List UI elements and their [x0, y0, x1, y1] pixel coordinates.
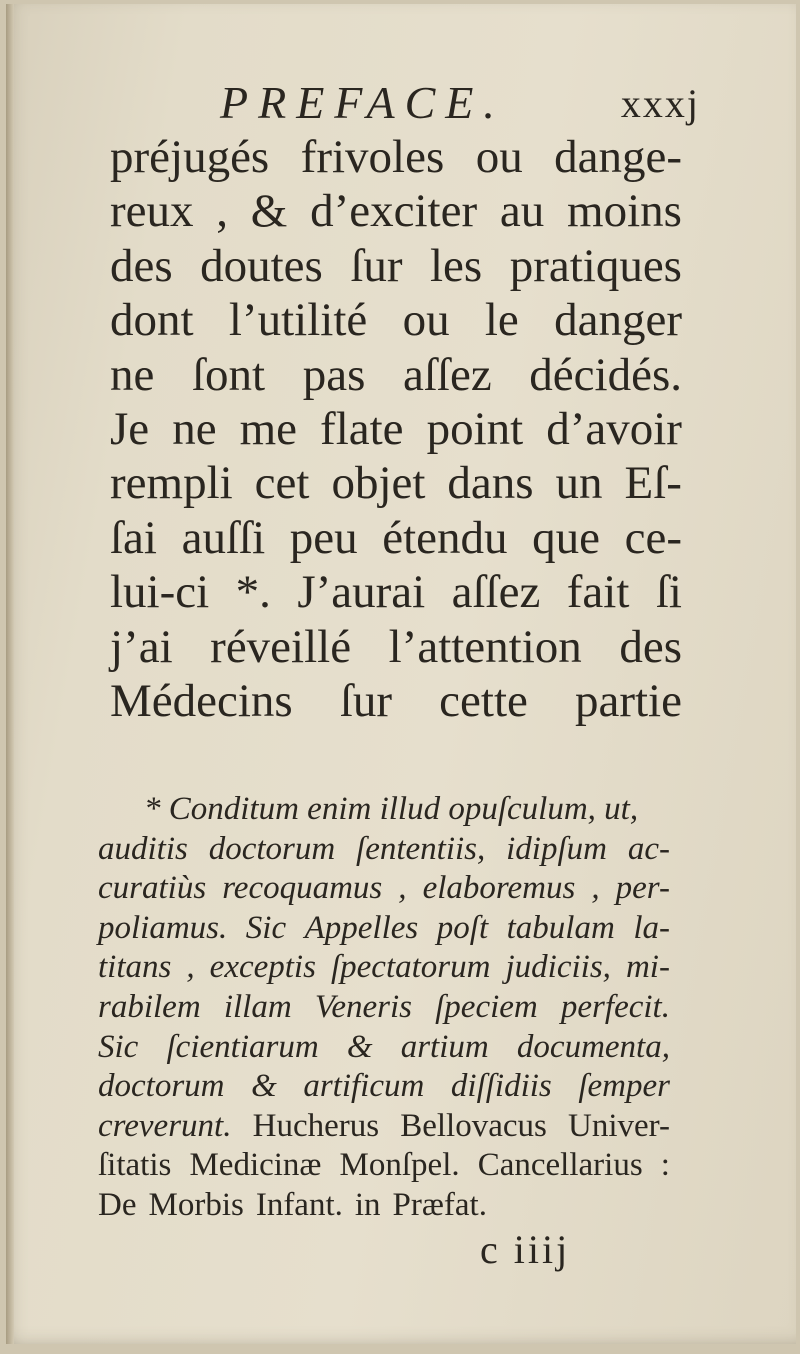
word: aſſez	[402, 348, 492, 401]
word: aſſez	[451, 566, 541, 619]
footnote-word: Cancellarius	[477, 1147, 643, 1184]
footnote-line	[98, 830, 670, 870]
footnote-line	[98, 988, 670, 1028]
word: des	[619, 620, 682, 673]
footnote-line	[98, 909, 670, 949]
text-line	[110, 402, 682, 456]
footnote-line	[98, 1146, 670, 1186]
word: les	[430, 239, 483, 292]
footnote-word: doctorum	[98, 1068, 225, 1105]
text-line	[110, 348, 682, 402]
footnote-word: rabilem	[98, 988, 201, 1025]
footnote-word: De	[98, 1186, 137, 1223]
word: préjugés	[110, 131, 270, 183]
footnote-word: * Conditum enim illud opuſculum, ut,	[144, 791, 639, 827]
word: d’avoir	[546, 402, 682, 455]
text-line	[110, 456, 682, 510]
footnote-word: idipſum	[506, 830, 607, 867]
text-line	[110, 511, 682, 565]
word: le	[484, 294, 519, 347]
footnote-line	[98, 790, 670, 830]
footnote-word: Morbis	[148, 1186, 244, 1223]
footnote-word: documenta,	[516, 1028, 670, 1065]
word: ſur	[350, 239, 403, 292]
footnote-word: per-	[615, 870, 670, 907]
footnote-word: elaboremus	[422, 870, 576, 907]
footnote-word: creverunt.	[98, 1107, 232, 1144]
footnote-word: exceptis	[209, 949, 316, 986]
word: me	[239, 402, 298, 455]
word: objet	[331, 457, 426, 510]
word: ſont	[191, 348, 266, 401]
running-title: PREFACE.	[220, 77, 505, 128]
word: dange-	[554, 131, 682, 183]
word: partie	[574, 674, 682, 727]
word: ce-	[624, 511, 682, 564]
word: dont	[110, 294, 194, 347]
word: danger	[554, 294, 682, 347]
footnote-word: poſt	[436, 909, 489, 946]
footnote-word: Univer-	[568, 1107, 670, 1144]
footnote-line	[98, 869, 670, 909]
word: décidés.	[529, 348, 682, 401]
word: ne	[110, 348, 155, 401]
word: l’utilité	[228, 294, 368, 347]
footnote-word: Monſpel.	[339, 1147, 460, 1184]
footnote-word: illam	[223, 988, 292, 1025]
word: au	[499, 185, 545, 238]
footnote-word: doctorum	[208, 830, 336, 867]
word: dans	[447, 457, 534, 510]
footnote-word: curatiùs	[98, 870, 207, 907]
footnote-word: Veneris	[314, 988, 412, 1025]
word: flate	[320, 402, 404, 455]
footnote-word: :	[660, 1147, 670, 1184]
text-line	[110, 565, 682, 619]
footnote-word: auditis	[98, 830, 188, 867]
word: que	[532, 511, 600, 564]
word: ou	[475, 131, 523, 183]
word: ou	[402, 294, 450, 347]
word: cet	[254, 457, 310, 510]
word: pratiques	[509, 239, 682, 292]
footnote-word: Sic	[245, 909, 287, 946]
word: peu	[289, 511, 358, 564]
footnote-word: ,	[591, 870, 600, 907]
footnote-word: ſententiis,	[356, 830, 486, 867]
word: d’exciter	[310, 185, 478, 238]
text-line	[110, 130, 682, 184]
footnote-word: mi-	[625, 949, 670, 986]
word: des	[110, 239, 173, 292]
footnote-word: ſemper	[578, 1068, 670, 1105]
footnote-word: diſſidiis	[450, 1068, 552, 1105]
body-paragraph	[110, 130, 682, 728]
word: fait	[566, 566, 630, 619]
footnote-word: perfecit.	[560, 988, 670, 1025]
word: cette	[439, 674, 528, 727]
footnote-word: ſitatis	[98, 1147, 172, 1184]
footnote-word: ſcientiarum	[166, 1028, 319, 1065]
footnote-line	[98, 1028, 670, 1068]
footnote-line	[98, 1067, 670, 1107]
footnote-word: tabulam	[506, 909, 615, 946]
footnote-word: ,	[398, 870, 407, 907]
word: Médecins	[110, 674, 293, 727]
word: *.	[235, 566, 271, 619]
footnote-word: judiciis,	[505, 949, 611, 986]
footnote-word: ,	[186, 949, 195, 986]
footnote-word: &	[251, 1068, 277, 1105]
word: ,	[216, 185, 229, 238]
page-gutter-shadow	[6, 4, 14, 1344]
text-line	[110, 674, 682, 728]
footnote-word: artium	[400, 1028, 489, 1065]
footnote-word: &	[346, 1028, 373, 1065]
book-page	[6, 4, 796, 1344]
footnote-word: la-	[633, 909, 670, 946]
footnote	[98, 790, 670, 1226]
word: ne	[172, 402, 217, 455]
footnote-word: Medicinæ	[189, 1147, 322, 1184]
footnote-word: in	[354, 1186, 381, 1223]
word: doutes	[200, 239, 323, 292]
word: rempli	[110, 457, 233, 510]
text-line	[110, 184, 682, 238]
word: &	[250, 185, 288, 238]
word: pas	[302, 348, 366, 401]
word: réveillé	[210, 620, 352, 673]
word: lui-ci	[110, 566, 210, 619]
word: l’attention	[388, 620, 582, 673]
footnote-word: Infant.	[255, 1186, 343, 1223]
text-line	[110, 293, 682, 347]
footnote-word: artificum	[303, 1068, 425, 1105]
footnote-line	[98, 1186, 670, 1226]
text-line	[110, 239, 682, 293]
footnote-line	[98, 1107, 670, 1147]
footnote-word: Appelles	[304, 909, 419, 946]
word: auſſi	[181, 511, 266, 564]
word: reux	[110, 185, 194, 238]
footnote-word: Sic	[98, 1028, 139, 1065]
word: J’aurai	[297, 566, 426, 619]
footnote-word: recoquamus	[222, 870, 383, 907]
word: j’ai	[110, 620, 173, 673]
word: frivoles	[300, 131, 445, 183]
word: moins	[567, 185, 682, 238]
word: ſur	[339, 674, 393, 727]
running-header	[220, 76, 700, 132]
page-folio: xxxj	[620, 81, 700, 126]
word: point	[426, 402, 524, 455]
word: ſi	[655, 566, 682, 619]
footnote-word: Hucherus	[252, 1107, 380, 1144]
word: étendu	[382, 511, 508, 564]
text-line	[110, 620, 682, 674]
footnote-word: ſpeciem	[435, 988, 538, 1025]
footnote-word: ac-	[627, 830, 670, 867]
footnote-word: ſpectatorum	[330, 949, 491, 986]
footnote-word: Bellovacus	[400, 1107, 547, 1144]
word: un	[555, 457, 603, 510]
word: Eſ-	[624, 457, 682, 510]
footnote-line	[98, 948, 670, 988]
word: Je	[110, 402, 150, 455]
footnote-word: titans	[98, 949, 172, 986]
footnote-word: poliamus.	[98, 909, 228, 946]
footnote-word: Præfat.	[392, 1186, 487, 1223]
word: ſai	[110, 511, 157, 564]
signature-mark: c iiij	[480, 1227, 571, 1272]
